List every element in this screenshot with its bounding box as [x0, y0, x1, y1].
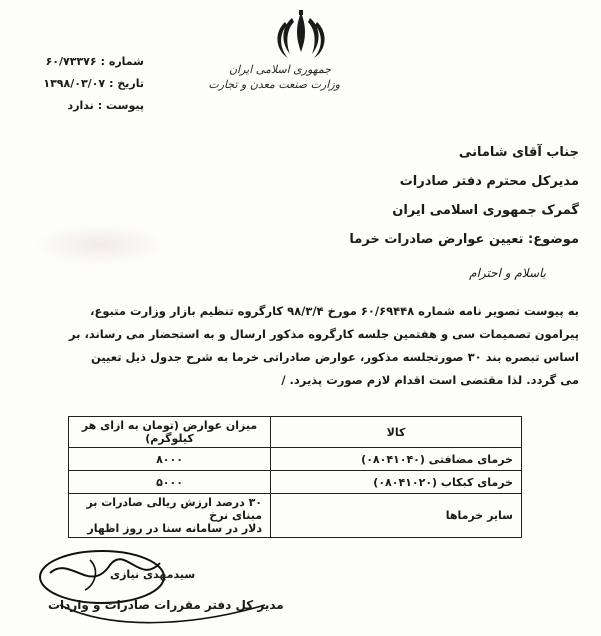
iran-emblem-icon: [270, 8, 332, 64]
row-amount-line: ۳۰ درصد ارزش ریالی صادرات بر مبنای نرخ: [86, 496, 262, 522]
letter-meta: [14, 50, 144, 116]
number-label: شماره :: [100, 54, 144, 68]
table-header-row: [69, 417, 522, 448]
number-value: ۶۰/۷۳۳۷۶: [45, 54, 97, 68]
letter-date-row: [14, 72, 144, 94]
row-amount: ۵۰۰۰: [69, 471, 271, 494]
addressee-block: [259, 138, 579, 254]
row-amount-line: دلار در سامانه سنا در روز اظهار: [87, 522, 262, 535]
attachment-value: ندارد: [67, 98, 94, 112]
row-amount: ۸۰۰۰: [69, 448, 271, 471]
letter-number-row: [14, 50, 144, 72]
body-line: پیرامون تصمیمات سی و هفتمین جلسه کارگروه مذکور ارسال و به استحضار می رساند، بر: [69, 327, 579, 341]
letter-body: [21, 300, 579, 392]
row-amount: [69, 494, 271, 538]
row-item: خرمای کبکاب (۰۸۰۴۱۰۲۰): [271, 471, 522, 494]
signer-title: مدیر کل دفتر مقررات صادرات و واردات: [48, 598, 284, 612]
signer-name: سیدمهدی نیازی: [110, 568, 196, 581]
date-value: ۱۳۹۸/۰۳/۰۷: [43, 76, 106, 90]
body-line: به پیوست تصویر نامه شماره ۶۰/۶۹۴۴۸ مورخ ۹۸/۳/۴ کارگروه تنظیم بازار وزارت متبوع،: [90, 304, 579, 318]
redaction-smudge: [35, 225, 165, 265]
table-row: [69, 494, 522, 538]
header-item: کالا: [271, 417, 522, 448]
letter-attachment-row: [14, 94, 144, 116]
table-row: [69, 471, 522, 494]
table-row: [69, 448, 522, 471]
row-item: خرمای مضافتی (۰۸۰۴۱۰۴۰): [271, 448, 522, 471]
letter-subject: موضوع: تعیین عوارض صادرات خرما: [349, 232, 579, 247]
salutation: باسلام و احترام: [469, 266, 546, 280]
body-line: می گردد. لذا مقتضی است اقدام لازم صورت پذیرد. /: [281, 373, 579, 387]
ministry-line: جمهوری اسلامی ایران: [228, 63, 332, 76]
addressee-position: مدیرکل محترم دفتر صادرات: [399, 174, 579, 189]
body-line: اساس تبصره بند ۳۰ صورتجلسه مذکور، عوارض صادراتی خرما به شرح جدول ذیل تعیین: [90, 350, 579, 364]
addressee-organization: گمرک جمهوری اسلامی ایران: [392, 203, 579, 218]
date-label: تاریخ :: [109, 76, 144, 90]
addressee-name: جناب آقای شامانی: [458, 145, 579, 160]
tariff-table: [68, 416, 522, 538]
ministry-heading: [208, 62, 340, 92]
signature-scribble: [30, 535, 280, 635]
row-item: سایر خرماها: [271, 494, 522, 538]
attachment-label: پیوست :: [97, 98, 144, 112]
ministry-line: وزارت صنعت معدن و تجارت: [208, 78, 340, 91]
header-amount: میزان عوارض (تومان به ازای هر کیلوگرم): [69, 417, 271, 448]
